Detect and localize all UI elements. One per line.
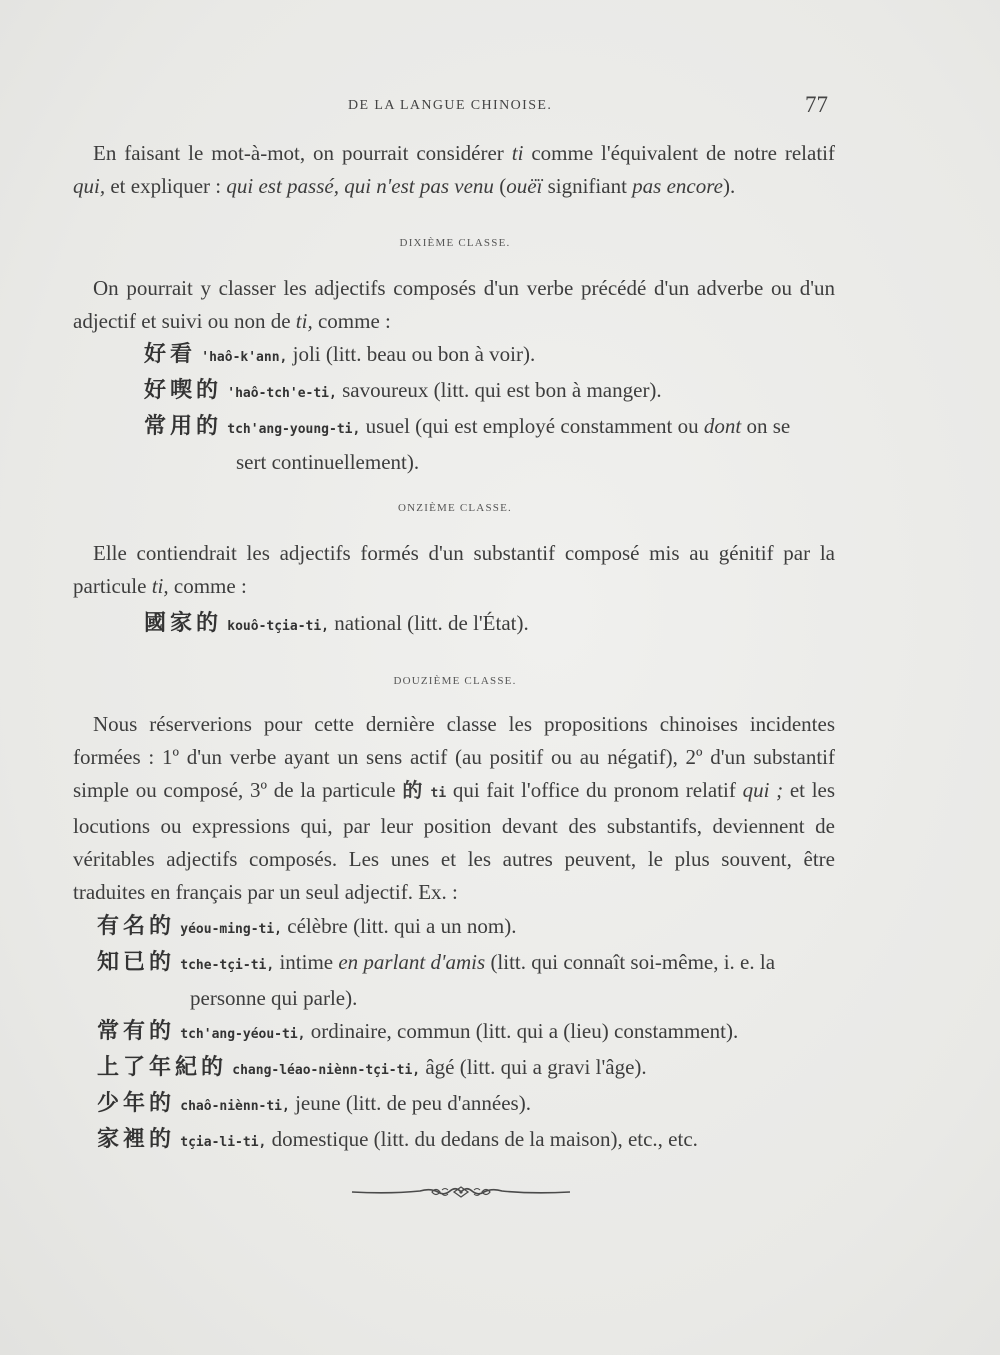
section10-examples xyxy=(144,338,836,479)
section12-paragraph: Nous réserverions pour cette dernière classe les propositions chinoises incidentes formées : 1º d'un verbe ayant un sens actif (au positif ou au négatif), 2º d'un substantif simple ou composé, 3º de la particule 的 ti qui fait l'office du pronom relatif qui ; et les locutions ou expressions qui, par leur position devant des substantifs, deviennent de véritables adjectifs composés. Les unes et les autres peuvent, le plus souvent, être traduites en français par un seul adjectif. Ex. : xyxy=(73,712,836,904)
example-item: 常用的 tch'ang-young-ti, usuel (qui est employé constamment ou dont on se sert continuellement). xyxy=(144,410,836,479)
example-item: 國家的 kouô-tçia-ti, national (litt. de l'État). xyxy=(144,611,529,636)
chinese-characters: 的 xyxy=(402,778,424,802)
romanization: chang-léao-niènn-tçi-ti, xyxy=(232,1063,421,1078)
chinese-characters: 少年的 xyxy=(97,1091,176,1116)
section12-examples xyxy=(97,910,839,1159)
romanization: yéou-ming-ti, xyxy=(180,922,283,937)
chinese-characters: 國家的 xyxy=(144,611,223,636)
chinese-characters: 有名的 xyxy=(97,914,176,939)
page-number: 77 xyxy=(805,92,828,117)
section-heading-douzieme: DOUZIÈME CLASSE. xyxy=(393,675,517,687)
running-head xyxy=(0,92,1000,118)
romanization: 'haô-tch'e-ti, xyxy=(227,386,337,401)
romanization: tçia-li-ti, xyxy=(180,1135,267,1150)
chinese-characters: 上了年紀的 xyxy=(97,1055,228,1080)
section-heading-onzieme: ONZIÈME CLASSE. xyxy=(398,502,512,514)
example-item: 好喫的 'haô-tch'e-ti, savoureux (litt. qui est bon à manger). xyxy=(144,378,662,403)
example-item: 家裡的 tçia-li-ti, domestique (litt. du dedans de la maison), etc., etc. xyxy=(97,1127,698,1152)
section11-examples xyxy=(144,607,836,643)
chinese-characters: 常用的 xyxy=(144,414,223,439)
chinese-characters: 家裡的 xyxy=(97,1127,176,1152)
example-item: 有名的 yéou-ming-ti, célèbre (litt. qui a un nom). xyxy=(97,914,517,939)
chinese-characters: 常有的 xyxy=(97,1019,176,1044)
example-item: 少年的 chaô-niènn-ti, jeune (litt. de peu d'années). xyxy=(97,1091,531,1116)
romanization: tch'ang-young-ti, xyxy=(227,422,361,437)
example-item: 常有的 tch'ang-yéou-ti, ordinaire, commun (litt. qui a (lieu) constamment). xyxy=(97,1019,739,1044)
romanization: tch'ang-yéou-ti, xyxy=(180,1027,306,1042)
example-item: 上了年紀的 chang-léao-niènn-tçi-ti, âgé (litt. qui a gravi l'âge). xyxy=(97,1055,647,1080)
chinese-characters: 好喫的 xyxy=(144,378,223,403)
romanization: 'haô-k'ann, xyxy=(201,350,288,365)
example-item: 好看 'haô-k'ann, joli (litt. beau ou bon à voir). xyxy=(144,342,536,367)
example-continuation: personne qui parle). xyxy=(190,986,358,1010)
ornament-icon xyxy=(350,1180,572,1204)
chinese-characters: 知已的 xyxy=(97,950,176,975)
example-continuation: sert continuellement). xyxy=(236,450,420,474)
section11-paragraph: Elle contiendrait les adjectifs formés d'un substantif composé mis au génitif par la particule ti, comme : xyxy=(73,541,835,598)
section10-paragraph: On pourrait y classer les adjectifs composés d'un verbe précédé d'un adverbe ou d'un adjectif et suivi ou non de ti, comme : xyxy=(73,276,835,333)
section-heading-dixieme: DIXIÈME CLASSE. xyxy=(399,237,511,249)
romanization: kouô-tçia-ti, xyxy=(227,619,330,634)
romanization: tche-tçi-ti, xyxy=(180,958,275,973)
intro-paragraph: En faisant le mot-à-mot, on pourrait considérer ti comme l'équivalent de notre relatif qui, et expliquer : qui est passé, qui n'est pas venu (ouëï signifiant pas encore). xyxy=(73,141,835,198)
chinese-characters: 好看 xyxy=(144,342,197,367)
romanization: chaô-niènn-ti, xyxy=(180,1099,290,1114)
romanization: ti xyxy=(430,786,447,801)
example-item: 知已的 tche-tçi-ti, intime en parlant d'amis (litt. qui connaît soi-même, i. e. la personne qui parle). xyxy=(97,946,839,1015)
running-title: DE LA LANGUE CHINOISE. xyxy=(348,98,553,113)
